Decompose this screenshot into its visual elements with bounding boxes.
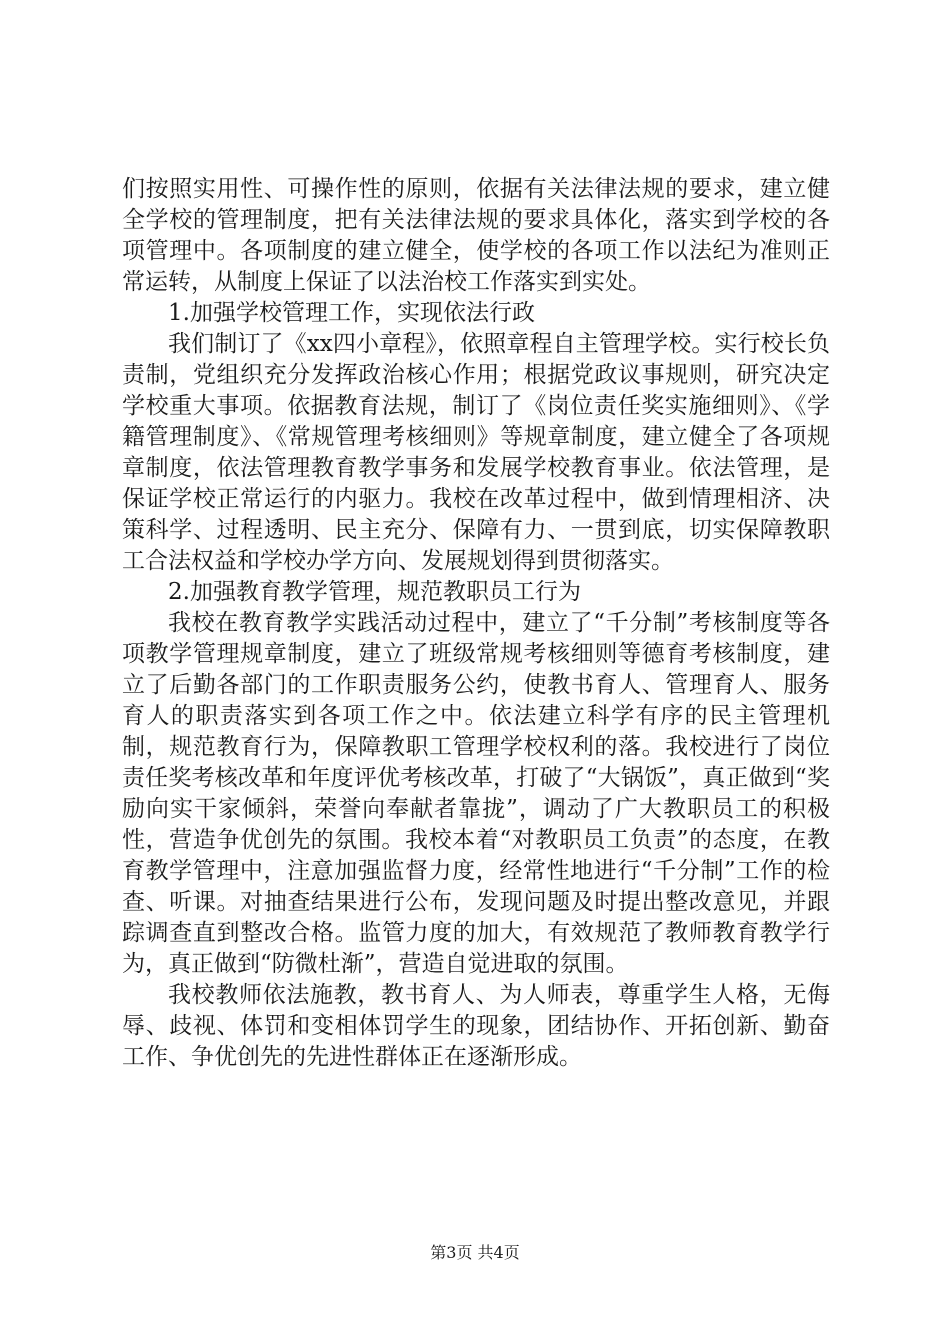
document-body: [122, 174, 830, 1073]
section-heading-1: 1.加强学校管理工作，实现依法行政: [168, 300, 535, 326]
paragraph-teaching-management: 我校在教育教学实践活动过程中，建立了“千分制”考核制度等各项教学管理规章制度，建立了班级常规考核细则等德育考核制度，建立了后勤各部门的工作职责服务公约，使教书育人、管理育人、服务育人的职责落实到各项工作之中。依法建立科学有序的民主管理机制，规范教育行为，保障教职工管理学校权利的落。我校进行了岗位责任奖考核改革和年度评优考核改革，打破了“大锅饭”，真正做到“奖励向实干家倾斜，荣誉向奉献者靠拢”，调动了广大教职员工的积极性，营造争优创先的氛围。我校本着“对教职员工负责”的态度，在教育教学管理中，注意加强监督力度，经常性地进行“千分制”工作的检查、听课。对抽查结果进行公布，发现问题及时提出整改意见，并跟踪调查直到整改合格。监管力度的加大，有效规范了教师教育教学行为，真正做到“防微杜渐”，营造自觉进取的氛围。: [122, 610, 830, 977]
paragraph-teachers: 我校教师依法施教，教书育人、为人师表，尊重学生人格，无侮辱、歧视、体罚和变相体罚学生的现象，团结协作、开拓创新、勤奋工作、争优创先的先进性群体正在逐渐形成。: [122, 982, 830, 1070]
page-footer: 第3页 共4页: [430, 1243, 520, 1262]
paragraph-charter: 我们制订了《xx四小章程》，依照章程自主管理学校。实行校长负责制，党组织充分发挥政治核心作用；根据党政议事规则，研究决定学校重大事项。依据教育法规，制订了《岗位责任奖实施细则》、《学籍管理制度》、《常规管理考核细则》等规章制度，建立健全了各项规章制度，依法管理教育教学事务和发展学校教育事业。依法管理，是保证学校正常运行的内驱力。我校在改革过程中，做到情理相济、决策科学、过程透明、民主充分、保障有力、一贯到底，切实保障教职工合法权益和学校办学方向、发展规划得到贯彻落实。: [122, 331, 830, 574]
paragraph-continuation: 们按照实用性、可操作性的原则，依据有关法律法规的要求，建立健全学校的管理制度，把有关法律法规的要求具体化，落实到学校的各项管理中。各项制度的建立健全，使学校的各项工作以法纪为准则正常运转，从制度上保证了以法治校工作落实到实处。: [122, 176, 830, 295]
section-heading-2: 2.加强教育教学管理，规范教职员工行为: [168, 579, 581, 605]
